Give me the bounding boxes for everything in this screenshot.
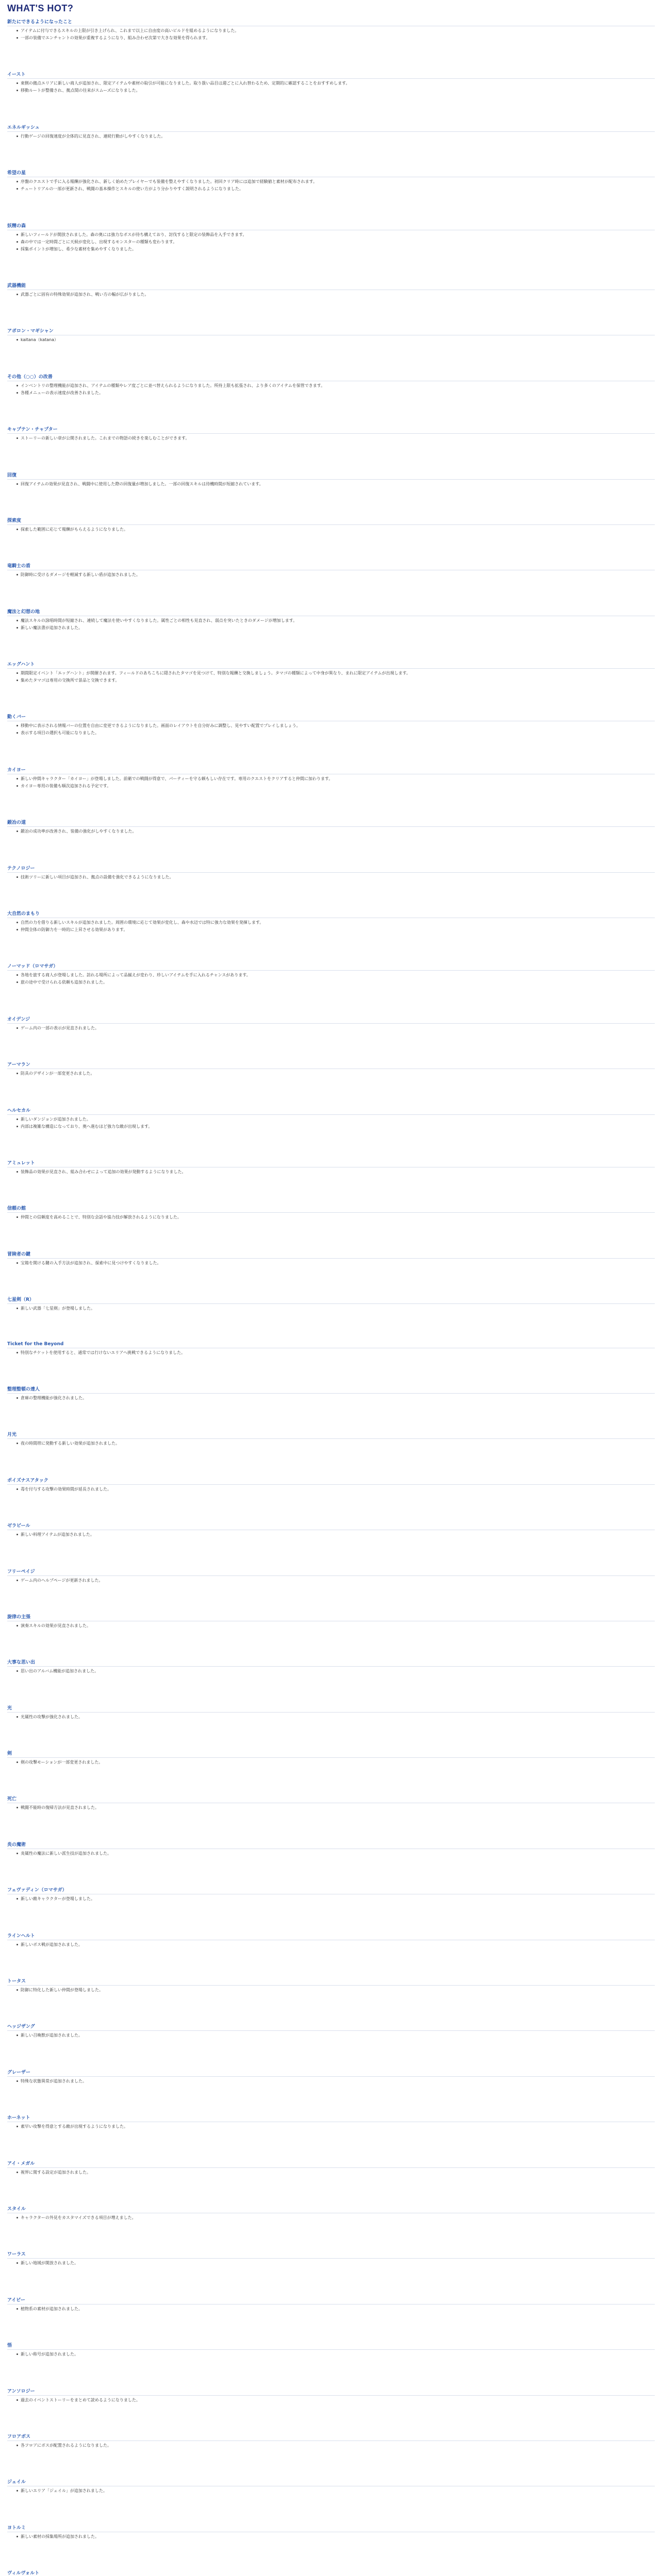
section bbox=[7, 221, 655, 253]
section bbox=[7, 2341, 655, 2359]
list-item: 新しい素材の採集場所が追加されました。 bbox=[16, 2534, 655, 2540]
section bbox=[7, 1794, 655, 1812]
list-item: 夜の時間帯に発動する新しい効果が追加されました。 bbox=[16, 1440, 655, 1447]
section bbox=[7, 2113, 655, 2131]
list-item: 素早い攻撃を得意とする敵が出現するようになりました。 bbox=[16, 2124, 655, 2130]
section bbox=[7, 1976, 655, 1994]
section-title: ホーネット bbox=[7, 2113, 655, 2122]
list-item: 毒を付与する攻撃の効果時間が延長されました。 bbox=[16, 1486, 655, 1493]
section bbox=[7, 961, 655, 987]
list-item: 思い出のアルバム機能が追加されました。 bbox=[16, 1668, 655, 1674]
section bbox=[7, 281, 655, 299]
list-item: kaitana（katana） bbox=[16, 337, 655, 343]
section-title: テクノロジー bbox=[7, 863, 655, 873]
section-title: アミュレット bbox=[7, 1158, 655, 1167]
section bbox=[7, 2159, 655, 2177]
section-title: スタイル bbox=[7, 2204, 655, 2213]
section-title: ゼラビール bbox=[7, 1521, 655, 1530]
list-item: ゲーム内のヘルプページが更新されました。 bbox=[16, 1578, 655, 1584]
section-list bbox=[7, 1759, 655, 1766]
section-title: 死亡 bbox=[7, 1794, 655, 1803]
list-item: 各地を旅する商人が登場しました。訪れる場所によって品揃えが変わり、珍しいアイテムを手に入れるチャンスがあります。 bbox=[16, 972, 655, 978]
section-list bbox=[7, 920, 655, 933]
section-list bbox=[7, 2032, 655, 2039]
section-list bbox=[7, 527, 655, 533]
section-title: 魔法と幻想の地 bbox=[7, 607, 655, 616]
section-title: 月光 bbox=[7, 1430, 655, 1439]
section-list bbox=[7, 179, 655, 192]
list-item: 採集ポイントが増加し、希少な素材を集めやすくなりました。 bbox=[16, 246, 655, 252]
list-item: 行動ゲージの回復速度が全体的に見直され、連続行動がしやすくなりました。 bbox=[16, 133, 655, 140]
section bbox=[7, 607, 655, 632]
list-item: 特殊な状態異常が追加されました。 bbox=[16, 2078, 655, 2084]
list-item: 集めたタマゴは専用の交換所で景品と交換できます。 bbox=[16, 677, 655, 684]
section-title: キャプテン・チャプター bbox=[7, 425, 655, 434]
section bbox=[7, 909, 655, 934]
section-list bbox=[7, 1578, 655, 1584]
section bbox=[7, 470, 655, 488]
section-title: 竜騎士の盾 bbox=[7, 561, 655, 570]
section-title: 鍛冶の道 bbox=[7, 818, 655, 827]
section-list bbox=[7, 1395, 655, 1401]
section-list bbox=[7, 2443, 655, 2449]
section-title: 妖精の森 bbox=[7, 221, 655, 230]
section-title: その他（○○）の改善 bbox=[7, 372, 655, 381]
section-title: イースト bbox=[7, 70, 655, 79]
sections-container bbox=[7, 17, 655, 2576]
section-list bbox=[7, 874, 655, 880]
list-item: キャラクターの外見をカスタマイズできる項目が増えました。 bbox=[16, 2215, 655, 2221]
list-item: 探索した範囲に応じて報酬がもらえるようになりました。 bbox=[16, 527, 655, 533]
list-item: 新しい地域が開放されました。 bbox=[16, 2260, 655, 2266]
section-title: 冒険者の鍵 bbox=[7, 1249, 655, 1259]
section bbox=[7, 2295, 655, 2313]
list-item: 移動ルートが整備され、拠点間の往来がスムーズになりました。 bbox=[16, 88, 655, 94]
list-item: 序盤のクエストで手に入る報酬が強化され、新しく始めたプレイヤーでも装備を整えやすくなりました。初回クリア時には追加で経験値と素材が配布されます。 bbox=[16, 179, 655, 185]
section-title: 大自然のまもり bbox=[7, 909, 655, 918]
section-title: Ticket for the Beyond bbox=[7, 1341, 655, 1348]
list-item: 防御時に受けるダメージを軽減する新しい盾が追加されました。 bbox=[16, 572, 655, 578]
section-title: 七星剣（R） bbox=[7, 1295, 655, 1304]
section-title: 回復 bbox=[7, 470, 655, 480]
section-list bbox=[7, 2215, 655, 2221]
section bbox=[7, 712, 655, 737]
list-item: 新しいエリア「ジェイル」が追加されました。 bbox=[16, 2488, 655, 2494]
section bbox=[7, 372, 655, 397]
section-title: エッグハント bbox=[7, 659, 655, 669]
section-list bbox=[7, 1169, 655, 1175]
section bbox=[7, 1749, 655, 1767]
list-item: 植物系の素材が追加されました。 bbox=[16, 2306, 655, 2312]
section-title: ノーマッド（ロマサガ） bbox=[7, 961, 655, 971]
section-title: 悟 bbox=[7, 2341, 655, 2350]
list-item: インベントリの整理機能が追加され、アイテムの種類やレア度ごとに並べ替えられるようになりました。所持上限も拡張され、より多くのアイテムを保管できます。 bbox=[16, 383, 655, 389]
list-item: 宝箱を開ける鍵の入手方法が追加され、探索中に見つけやすくなりました。 bbox=[16, 1260, 655, 1266]
section bbox=[7, 123, 655, 141]
list-item: 移動中に表示される情報バーの位置を自由に変更できるようになりました。画面のレイアウトを自分好みに調整し、見やすい配置でプレイしましょう。 bbox=[16, 723, 655, 729]
section-list bbox=[7, 1942, 655, 1948]
list-item: 一部の装備でエンチャントの効果が重複するようになり、組み合わせ次第で大きな効果を得られます。 bbox=[16, 35, 655, 41]
section-title: グレーザー bbox=[7, 2067, 655, 2077]
section bbox=[7, 818, 655, 836]
list-item: 視界に関する設定が追加されました。 bbox=[16, 2170, 655, 2176]
list-item: 新しい武器「七星剣」が登場しました。 bbox=[16, 1306, 655, 1312]
section-list bbox=[7, 383, 655, 396]
list-item: 仲間全体の防御力を一時的に上昇させる効果があります。 bbox=[16, 927, 655, 933]
section-title: 動くバー bbox=[7, 712, 655, 721]
list-item: 倉庫の整理機能が強化されました。 bbox=[16, 1395, 655, 1401]
section bbox=[7, 1657, 655, 1675]
list-item: 過去のイベントストーリーをまとめて読めるようになりました。 bbox=[16, 2397, 655, 2403]
list-item: 魔法スキルの詠唱時間が短縮され、連続して魔法を使いやすくなりました。属性ごとの相性も見直され、弱点を突いたときのダメージが増加します。 bbox=[16, 618, 655, 624]
section bbox=[7, 2568, 655, 2576]
section bbox=[7, 1249, 655, 1267]
section bbox=[7, 2022, 655, 2040]
section-title: 信頼の館 bbox=[7, 1204, 655, 1213]
list-item: 鍛冶の成功率が改善され、装備の強化がしやすくなりました。 bbox=[16, 828, 655, 835]
list-item: 武器ごとに固有の特殊効果が追加され、戦い方の幅が広がりました。 bbox=[16, 292, 655, 298]
list-item: 新しいボス戦が追加されました。 bbox=[16, 1942, 655, 1948]
section-list bbox=[7, 2170, 655, 2176]
section-list bbox=[7, 572, 655, 578]
list-item: チュートリアルの一部が更新され、戦闘の基本操作とスキルの使い方がより分かりやすく説明されるようになりました。 bbox=[16, 186, 655, 192]
section bbox=[7, 1295, 655, 1313]
list-item: 東側の拠点エリアに新しい商人が追加され、限定アイテムや素材の取引が可能になりました。取り扱い品目は週ごとに入れ替わるため、定期的に確認することをおすすめします。 bbox=[16, 80, 655, 87]
section bbox=[7, 659, 655, 685]
list-item: ゲーム内の一部の表示が見直されました。 bbox=[16, 1025, 655, 1031]
section-list bbox=[7, 1486, 655, 1493]
section-list bbox=[7, 972, 655, 986]
section-title: ヴィルヴォルト bbox=[7, 2568, 655, 2576]
section bbox=[7, 2432, 655, 2450]
section-title: ヨトルミ bbox=[7, 2523, 655, 2532]
section bbox=[7, 1521, 655, 1539]
section bbox=[7, 1885, 655, 1903]
section-title: トータス bbox=[7, 1976, 655, 1986]
list-item: アイテムに付与できるスキルの上限が引き上げられ、これまで以上に自由度の高いビルドを組めるようになりました。 bbox=[16, 28, 655, 34]
section bbox=[7, 1840, 655, 1858]
section-list bbox=[7, 618, 655, 631]
section-list bbox=[7, 1306, 655, 1312]
section-list bbox=[7, 2078, 655, 2084]
section-list bbox=[7, 481, 655, 487]
section-list bbox=[7, 828, 655, 835]
section bbox=[7, 1430, 655, 1448]
section-list bbox=[7, 723, 655, 736]
section-title: ヘッジザング bbox=[7, 2022, 655, 2031]
section bbox=[7, 1384, 655, 1402]
section bbox=[7, 326, 655, 344]
list-item: 技術ツリーに新しい項目が追加され、拠点の設備を強化できるようになりました。 bbox=[16, 874, 655, 880]
section-title: 武器機能 bbox=[7, 281, 655, 290]
section bbox=[7, 1931, 655, 1949]
section bbox=[7, 561, 655, 579]
section bbox=[7, 863, 655, 882]
section-title: ヘルセカル bbox=[7, 1106, 655, 1115]
section-title: フロアボス bbox=[7, 2432, 655, 2441]
section-list bbox=[7, 1668, 655, 1674]
list-item: ストーリーの新しい章が公開されました。これまでの物語の続きを楽しむことができます。 bbox=[16, 435, 655, 442]
section bbox=[7, 2204, 655, 2222]
list-item: 新しい魔法書が追加されました。 bbox=[16, 625, 655, 631]
section-title: フリーペイジ bbox=[7, 1567, 655, 1576]
section-list bbox=[7, 1071, 655, 1077]
section-list bbox=[7, 2260, 655, 2266]
page-title: WHAT'S HOT? bbox=[7, 3, 74, 13]
section-title: フェヴァディン（ロマサガ） bbox=[7, 1885, 655, 1894]
section-list bbox=[7, 2351, 655, 2358]
section-title: ジェイル bbox=[7, 2477, 655, 2486]
section bbox=[7, 2477, 655, 2495]
list-item: 各種メニューの表示速度が改善されました。 bbox=[16, 390, 655, 396]
list-item: 森の中では一定時間ごとに天候が変化し、出現するモンスターの種類も変わります。 bbox=[16, 239, 655, 245]
section-title: ラインヘルト bbox=[7, 1931, 655, 1940]
section-list bbox=[7, 1851, 655, 1857]
section-title: オイデンジ bbox=[7, 1014, 655, 1024]
list-item: 防具のデザインが一部変更されました。 bbox=[16, 1071, 655, 1077]
section bbox=[7, 1612, 655, 1630]
section-list bbox=[7, 1214, 655, 1221]
section-list bbox=[7, 435, 655, 442]
section bbox=[7, 2249, 655, 2267]
section bbox=[7, 17, 655, 42]
section bbox=[7, 425, 655, 443]
section-title: ポイズナスアタック bbox=[7, 1476, 655, 1485]
section bbox=[7, 1567, 655, 1585]
section-list bbox=[7, 670, 655, 684]
section bbox=[7, 2067, 655, 2086]
list-item: 内部は複雑な構造になっており、奥へ進むほど強力な敵が出現します。 bbox=[16, 1124, 655, 1130]
list-item: カイヨー専用の装備も順次追加される予定です。 bbox=[16, 783, 655, 789]
section-title: 旋律の主張 bbox=[7, 1612, 655, 1621]
section-title: 探索度 bbox=[7, 516, 655, 525]
list-item: 新しいダンジョンが追加されました。 bbox=[16, 1116, 655, 1123]
section bbox=[7, 1703, 655, 1721]
section-list bbox=[7, 1896, 655, 1902]
list-item: 回復アイテムの効果が見直され、戦闘中に使用した際の回復量が増加しました。一部の回復スキルは待機時間が短縮されています。 bbox=[16, 481, 655, 487]
list-item: 炎属性の魔法に新しい派生技が追加されました。 bbox=[16, 1851, 655, 1857]
section-list bbox=[7, 232, 655, 252]
section bbox=[7, 1476, 655, 1494]
section-title: カイヨー bbox=[7, 765, 655, 774]
list-item: 新しい料理アイテムが追加されました。 bbox=[16, 1532, 655, 1538]
section-list bbox=[7, 1116, 655, 1130]
section-list bbox=[7, 1623, 655, 1629]
section-list bbox=[7, 1350, 655, 1356]
section-list bbox=[7, 80, 655, 94]
section-list bbox=[7, 1025, 655, 1031]
section bbox=[7, 168, 655, 193]
section-list bbox=[7, 2397, 655, 2403]
section bbox=[7, 1341, 655, 1357]
section-list bbox=[7, 1805, 655, 1811]
list-item: 光属性の攻撃が強化されました。 bbox=[16, 1714, 655, 1720]
section-title: アイビー bbox=[7, 2295, 655, 2304]
section-title: 新たにできるようになったこと bbox=[7, 17, 655, 26]
section-list bbox=[7, 2306, 655, 2312]
section-list bbox=[7, 776, 655, 789]
section-title: 希望の星 bbox=[7, 168, 655, 177]
list-item: 新しい称号が追加されました。 bbox=[16, 2351, 655, 2358]
section-title: 光 bbox=[7, 1703, 655, 1713]
list-item: 防御に特化した新しい仲間が登場しました。 bbox=[16, 1987, 655, 1993]
section-title: アイ・メガル bbox=[7, 2159, 655, 2168]
section-title: 炎の魔術 bbox=[7, 1840, 655, 1849]
section-list bbox=[7, 1532, 655, 1538]
section bbox=[7, 765, 655, 790]
section-list bbox=[7, 2488, 655, 2494]
section-title: ワーラス bbox=[7, 2249, 655, 2259]
section-title: アポロン・マギシャン bbox=[7, 326, 655, 335]
section-title: 剣 bbox=[7, 1749, 655, 1758]
section bbox=[7, 1014, 655, 1032]
list-item: 仲間との信頼度を高めることで、特別な会話や協力技が解放されるようになりました。 bbox=[16, 1214, 655, 1221]
list-item: 各フロアにボスが配置されるようになりました。 bbox=[16, 2443, 655, 2449]
section bbox=[7, 70, 655, 95]
list-item: 新しい仲間キャラクター「カイヨー」が登場しました。前衛での戦闘が得意で、パーティーを守る頼もしい存在です。専用のクエストをクリアすると仲間に加わります。 bbox=[16, 776, 655, 782]
section bbox=[7, 1060, 655, 1078]
list-item: 新しいフィールドが開放されました。森の奥には強力なボスが待ち構えており、討伐すると限定の装飾品を入手できます。 bbox=[16, 232, 655, 238]
section-title: アーマラン bbox=[7, 1060, 655, 1069]
list-item: 自然の力を借りる新しいスキルが追加されました。周囲の環境に応じて効果が変化し、森や水辺では特に強力な効果を発揮します。 bbox=[16, 920, 655, 926]
section-list bbox=[7, 133, 655, 140]
section-list bbox=[7, 1987, 655, 1993]
section bbox=[7, 2523, 655, 2541]
section-title: 整理整頓の達人 bbox=[7, 1384, 655, 1394]
list-item: 装飾品の効果が見直され、組み合わせによって追加の効果が発動するようになりました。 bbox=[16, 1169, 655, 1175]
list-item: 新しい召喚獣が追加されました。 bbox=[16, 2032, 655, 2039]
section bbox=[7, 1158, 655, 1176]
section-title: 大事な思い出 bbox=[7, 1657, 655, 1667]
section bbox=[7, 1106, 655, 1131]
list-item: 表示する項目の選択も可能になりました。 bbox=[16, 730, 655, 736]
section-title: エネルギッシュ bbox=[7, 123, 655, 132]
section-list bbox=[7, 337, 655, 343]
section bbox=[7, 2386, 655, 2404]
list-item: 期間限定イベント「エッグハント」が開催されます。フィールドのあちこちに隠されたタマゴを見つけて、特別な報酬と交換しましょう。タマゴの種類によって中身が異なり、まれに限定アイテムが出現します。 bbox=[16, 670, 655, 676]
section-list bbox=[7, 2124, 655, 2130]
section-list bbox=[7, 1260, 655, 1266]
list-item: 新しい敵キャラクターが登場しました。 bbox=[16, 1896, 655, 1902]
list-item: 特別なチケットを使用すると、通常では行けないエリアへ挑戦できるようになりました。 bbox=[16, 1350, 655, 1356]
section bbox=[7, 1204, 655, 1222]
section bbox=[7, 516, 655, 534]
section-list bbox=[7, 292, 655, 298]
section-list bbox=[7, 2534, 655, 2540]
list-item: 剣の攻撃モーションが一部変更されました。 bbox=[16, 1759, 655, 1766]
section-title: アンソロジー bbox=[7, 2386, 655, 2396]
section-list bbox=[7, 1440, 655, 1447]
list-item: 演奏スキルの効果が見直されました。 bbox=[16, 1623, 655, 1629]
section-list bbox=[7, 28, 655, 41]
section-list bbox=[7, 1714, 655, 1720]
list-item: 旅の途中で受けられる依頼も追加されました。 bbox=[16, 979, 655, 986]
list-item: 戦闘不能時の復帰方法が見直されました。 bbox=[16, 1805, 655, 1811]
